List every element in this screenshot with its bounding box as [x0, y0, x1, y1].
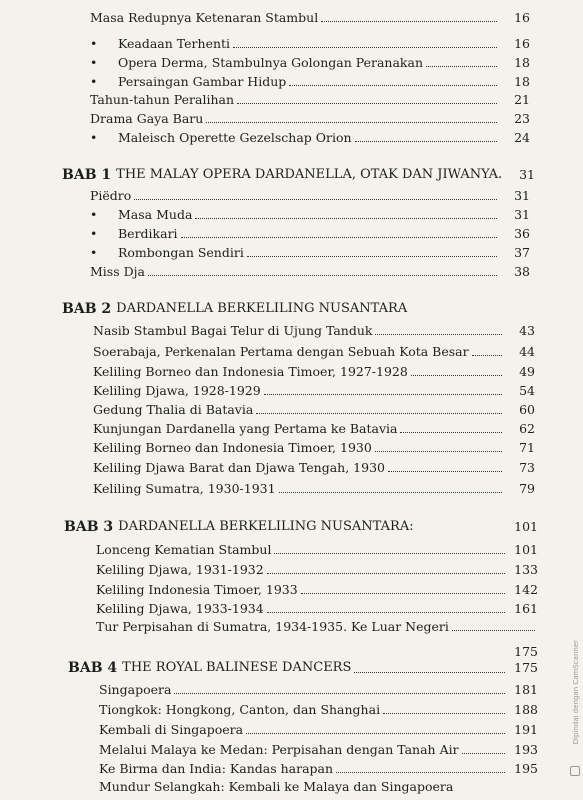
leader-dots [195, 218, 497, 219]
toc-entry-title: Berdikari [118, 226, 178, 241]
toc-entry-page: 181 [514, 682, 538, 697]
toc-entry-page: 142 [514, 582, 538, 597]
leader-dots [355, 141, 497, 142]
leader-dots [246, 733, 505, 734]
toc-entry [93, 402, 535, 418]
toc-entry [93, 323, 535, 339]
toc-entry-page: 54 [519, 383, 535, 398]
toc-entry-title: Mundur Selangkah: Kembali ke Malaya dan Singapoera [99, 779, 454, 794]
toc-entry-page: 16 [514, 10, 530, 25]
leader-dots [134, 199, 497, 200]
toc-entry-page: 101 [514, 542, 538, 557]
toc-entry-title: Masa Redupnya Ketenaran Stambul [90, 10, 319, 25]
toc-entry-page: 49 [519, 364, 535, 379]
leader-dots [336, 772, 505, 773]
toc-entry [99, 722, 538, 738]
toc-entry [90, 130, 530, 146]
toc-entry-page: 23 [514, 111, 530, 126]
leader-dots [472, 355, 502, 356]
toc-entry [99, 682, 538, 698]
toc-entry-title: Keliling Borneo dan Indonesia Timoer, 1930 [93, 440, 372, 455]
toc-entry [96, 582, 538, 598]
chapter-title: THE ROYAL BALINESE DANCERS [122, 660, 352, 675]
chapter-label: BAB 3 [64, 519, 114, 535]
toc-entry-title: Kunjungan Dardanella yang Pertama ke Batavia [93, 421, 398, 436]
toc-entry-page: 60 [519, 402, 535, 417]
toc-entry [90, 188, 530, 204]
chapter-label: BAB 4 [68, 660, 118, 676]
toc-entry-page: 16 [514, 36, 530, 51]
chapter-title: THE MALAY OPERA DARDANELLA, OTAK DAN JIWANYA. [116, 167, 503, 182]
leader-dots [267, 573, 505, 574]
bullet-icon: • [90, 74, 98, 89]
toc-entry-page: 43 [519, 323, 535, 338]
leader-dots [462, 753, 505, 754]
chapter-heading [62, 300, 535, 318]
chapter-heading [62, 166, 535, 184]
toc-entry-title: Masa Muda [118, 207, 193, 222]
chapter-heading [68, 659, 538, 677]
toc-entry-title: Soerabaja, Perkenalan Pertama dengan Sebuah Kota Besar [93, 344, 469, 359]
leader-dots [400, 432, 502, 433]
toc-entry-title: Keliling Borneo dan Indonesia Timoer, 1927-1928 [93, 364, 408, 379]
toc-entry [90, 55, 530, 71]
toc-entry-page: 21 [514, 92, 530, 107]
leader-dots [247, 256, 497, 257]
toc-entry-title: Gedung Thalia di Batavia [93, 402, 254, 417]
chapter-heading [64, 518, 538, 536]
toc-entry [90, 36, 530, 52]
toc-entry-page: 133 [514, 562, 538, 577]
toc-entry [93, 460, 535, 476]
bullet-icon: • [90, 130, 98, 145]
leader-dots [289, 85, 497, 86]
toc-entry-title: Tiongkok: Hongkong, Canton, dan Shanghai [99, 702, 381, 717]
chapter-label: BAB 1 [62, 167, 112, 183]
leader-dots [174, 693, 505, 694]
toc-entry [93, 344, 535, 360]
leader-dots [274, 553, 505, 554]
toc-entry-page: 31 [514, 207, 530, 222]
toc-entry-page: 79 [519, 481, 535, 496]
toc-entry [96, 542, 538, 558]
toc-entry-page: 193 [514, 742, 538, 757]
toc-entry [99, 702, 538, 718]
leader-dots [301, 593, 505, 594]
toc-entry-page: 24 [514, 130, 530, 145]
chapter-page: 31 [519, 167, 535, 182]
leader-dots [206, 122, 497, 123]
toc-entry-title: Drama Gaya Baru [90, 111, 204, 126]
toc-entry [90, 10, 530, 26]
leader-dots [256, 413, 502, 414]
toc-entry-title: Keliling Indonesia Timoer, 1933 [96, 582, 298, 597]
toc-entry-title: Singapoera [99, 682, 172, 697]
toc-entry [99, 761, 538, 777]
toc-entry-page: 18 [514, 55, 530, 70]
toc-entry-title: Keliling Djawa Barat dan Djawa Tengah, 1930 [93, 460, 385, 475]
leader-dots [279, 492, 502, 493]
toc-entry-page: 161 [514, 601, 538, 616]
toc-entry-page: 71 [519, 440, 535, 455]
toc-entry-page: 44 [519, 344, 535, 359]
toc-entry-page: 175 [514, 644, 538, 659]
bullet-icon: • [90, 36, 98, 51]
toc-entry-title: Lonceng Kematian Stambul [96, 542, 272, 557]
toc-entry [96, 562, 538, 578]
toc-entry-title: Keliling Djawa, 1928-1929 [93, 383, 261, 398]
leader-dots [233, 47, 497, 48]
toc-entry-page: 37 [514, 245, 530, 260]
toc-entry-title: Tahun-tahun Peralihan [90, 92, 235, 107]
toc-entry-page: 38 [514, 264, 530, 279]
toc-entry-title: Persaingan Gambar Hidup [118, 74, 287, 89]
toc-entry [93, 481, 535, 497]
toc-entry [99, 742, 538, 758]
toc-entry-title: Maleisch Operette Gezelschap Orion [118, 130, 352, 145]
toc-entry-title: Kembali di Singapoera [99, 722, 244, 737]
toc-entry-title: Tur Perpisahan di Sumatra, 1934-1935. Ke Luar Negeri [96, 619, 449, 634]
chapter-label: BAB 2 [62, 301, 112, 317]
toc-entry [90, 111, 530, 127]
leader-dots [264, 394, 502, 395]
toc-entry [96, 619, 538, 635]
toc-entry-page: 31 [514, 188, 530, 203]
leader-dots [148, 275, 497, 276]
leader-dots [452, 630, 535, 631]
toc-entry-title: Melalui Malaya ke Medan: Perpisahan dengan Tanah Air [99, 742, 459, 757]
toc-entry-page: 18 [514, 74, 530, 89]
camscanner-icon [570, 766, 580, 776]
leader-dots [383, 713, 505, 714]
toc-entry-title: Ke Birma dan India: Kandas harapan [99, 761, 334, 776]
toc-entry [99, 779, 538, 795]
chapter-page: 175 [514, 660, 538, 675]
toc-entry-page: 73 [519, 460, 535, 475]
bullet-icon: • [90, 55, 98, 70]
leader-dots [354, 672, 505, 673]
scanner-watermark: Dipindai dengan CamScanner [572, 640, 580, 745]
toc-entry-title: Opera Derma, Stambulnya Golongan Peranakan [118, 55, 423, 70]
leader-dots [375, 451, 502, 452]
toc-entry [93, 421, 535, 437]
toc-entry [93, 364, 535, 380]
leader-dots [267, 612, 505, 613]
leader-dots [411, 375, 502, 376]
toc-entry-title: Keliling Djawa, 1931-1932 [96, 562, 264, 577]
bullet-icon: • [90, 245, 98, 260]
toc-entry-page: 188 [514, 702, 538, 717]
toc-entry-title: Piëdro [90, 188, 132, 203]
leader-dots [388, 471, 502, 472]
toc-entry-page: 62 [519, 421, 535, 436]
chapter-title: DARDANELLA BERKELILING NUSANTARA [116, 301, 408, 316]
toc-entry [93, 440, 535, 456]
toc-entry-title: Rombongan Sendiri [118, 245, 244, 260]
toc-entry-title: Keadaan Terhenti [118, 36, 231, 51]
toc-entry-title: Keliling Sumatra, 1930-1931 [93, 481, 276, 496]
toc-entry [90, 92, 530, 108]
leader-dots [237, 103, 497, 104]
toc-entry-title: Nasib Stambul Bagai Telur di Ujung Tanduk [93, 323, 373, 338]
leader-dots [426, 66, 497, 67]
toc-entry [90, 207, 530, 223]
toc-entry-title: Miss Dja [90, 264, 145, 279]
toc-entry-title: Keliling Djawa, 1933-1934 [96, 601, 264, 616]
leader-dots [375, 334, 502, 335]
toc-entry-page: 36 [514, 226, 530, 241]
toc-entry-page: 195 [514, 761, 538, 776]
toc-entry [90, 245, 530, 261]
chapter-title: DARDANELLA BERKELILING NUSANTARA: [118, 519, 414, 534]
leader-dots [321, 21, 497, 22]
leader-dots [181, 237, 497, 238]
bullet-icon: • [90, 226, 98, 241]
toc-entry-page: 191 [514, 722, 538, 737]
toc-entry [93, 383, 535, 399]
chapter-page: 101 [514, 519, 538, 534]
bullet-icon: • [90, 207, 98, 222]
toc-entry [96, 601, 538, 617]
toc-entry [90, 74, 530, 90]
toc-entry [90, 226, 530, 242]
toc-entry [90, 264, 530, 280]
